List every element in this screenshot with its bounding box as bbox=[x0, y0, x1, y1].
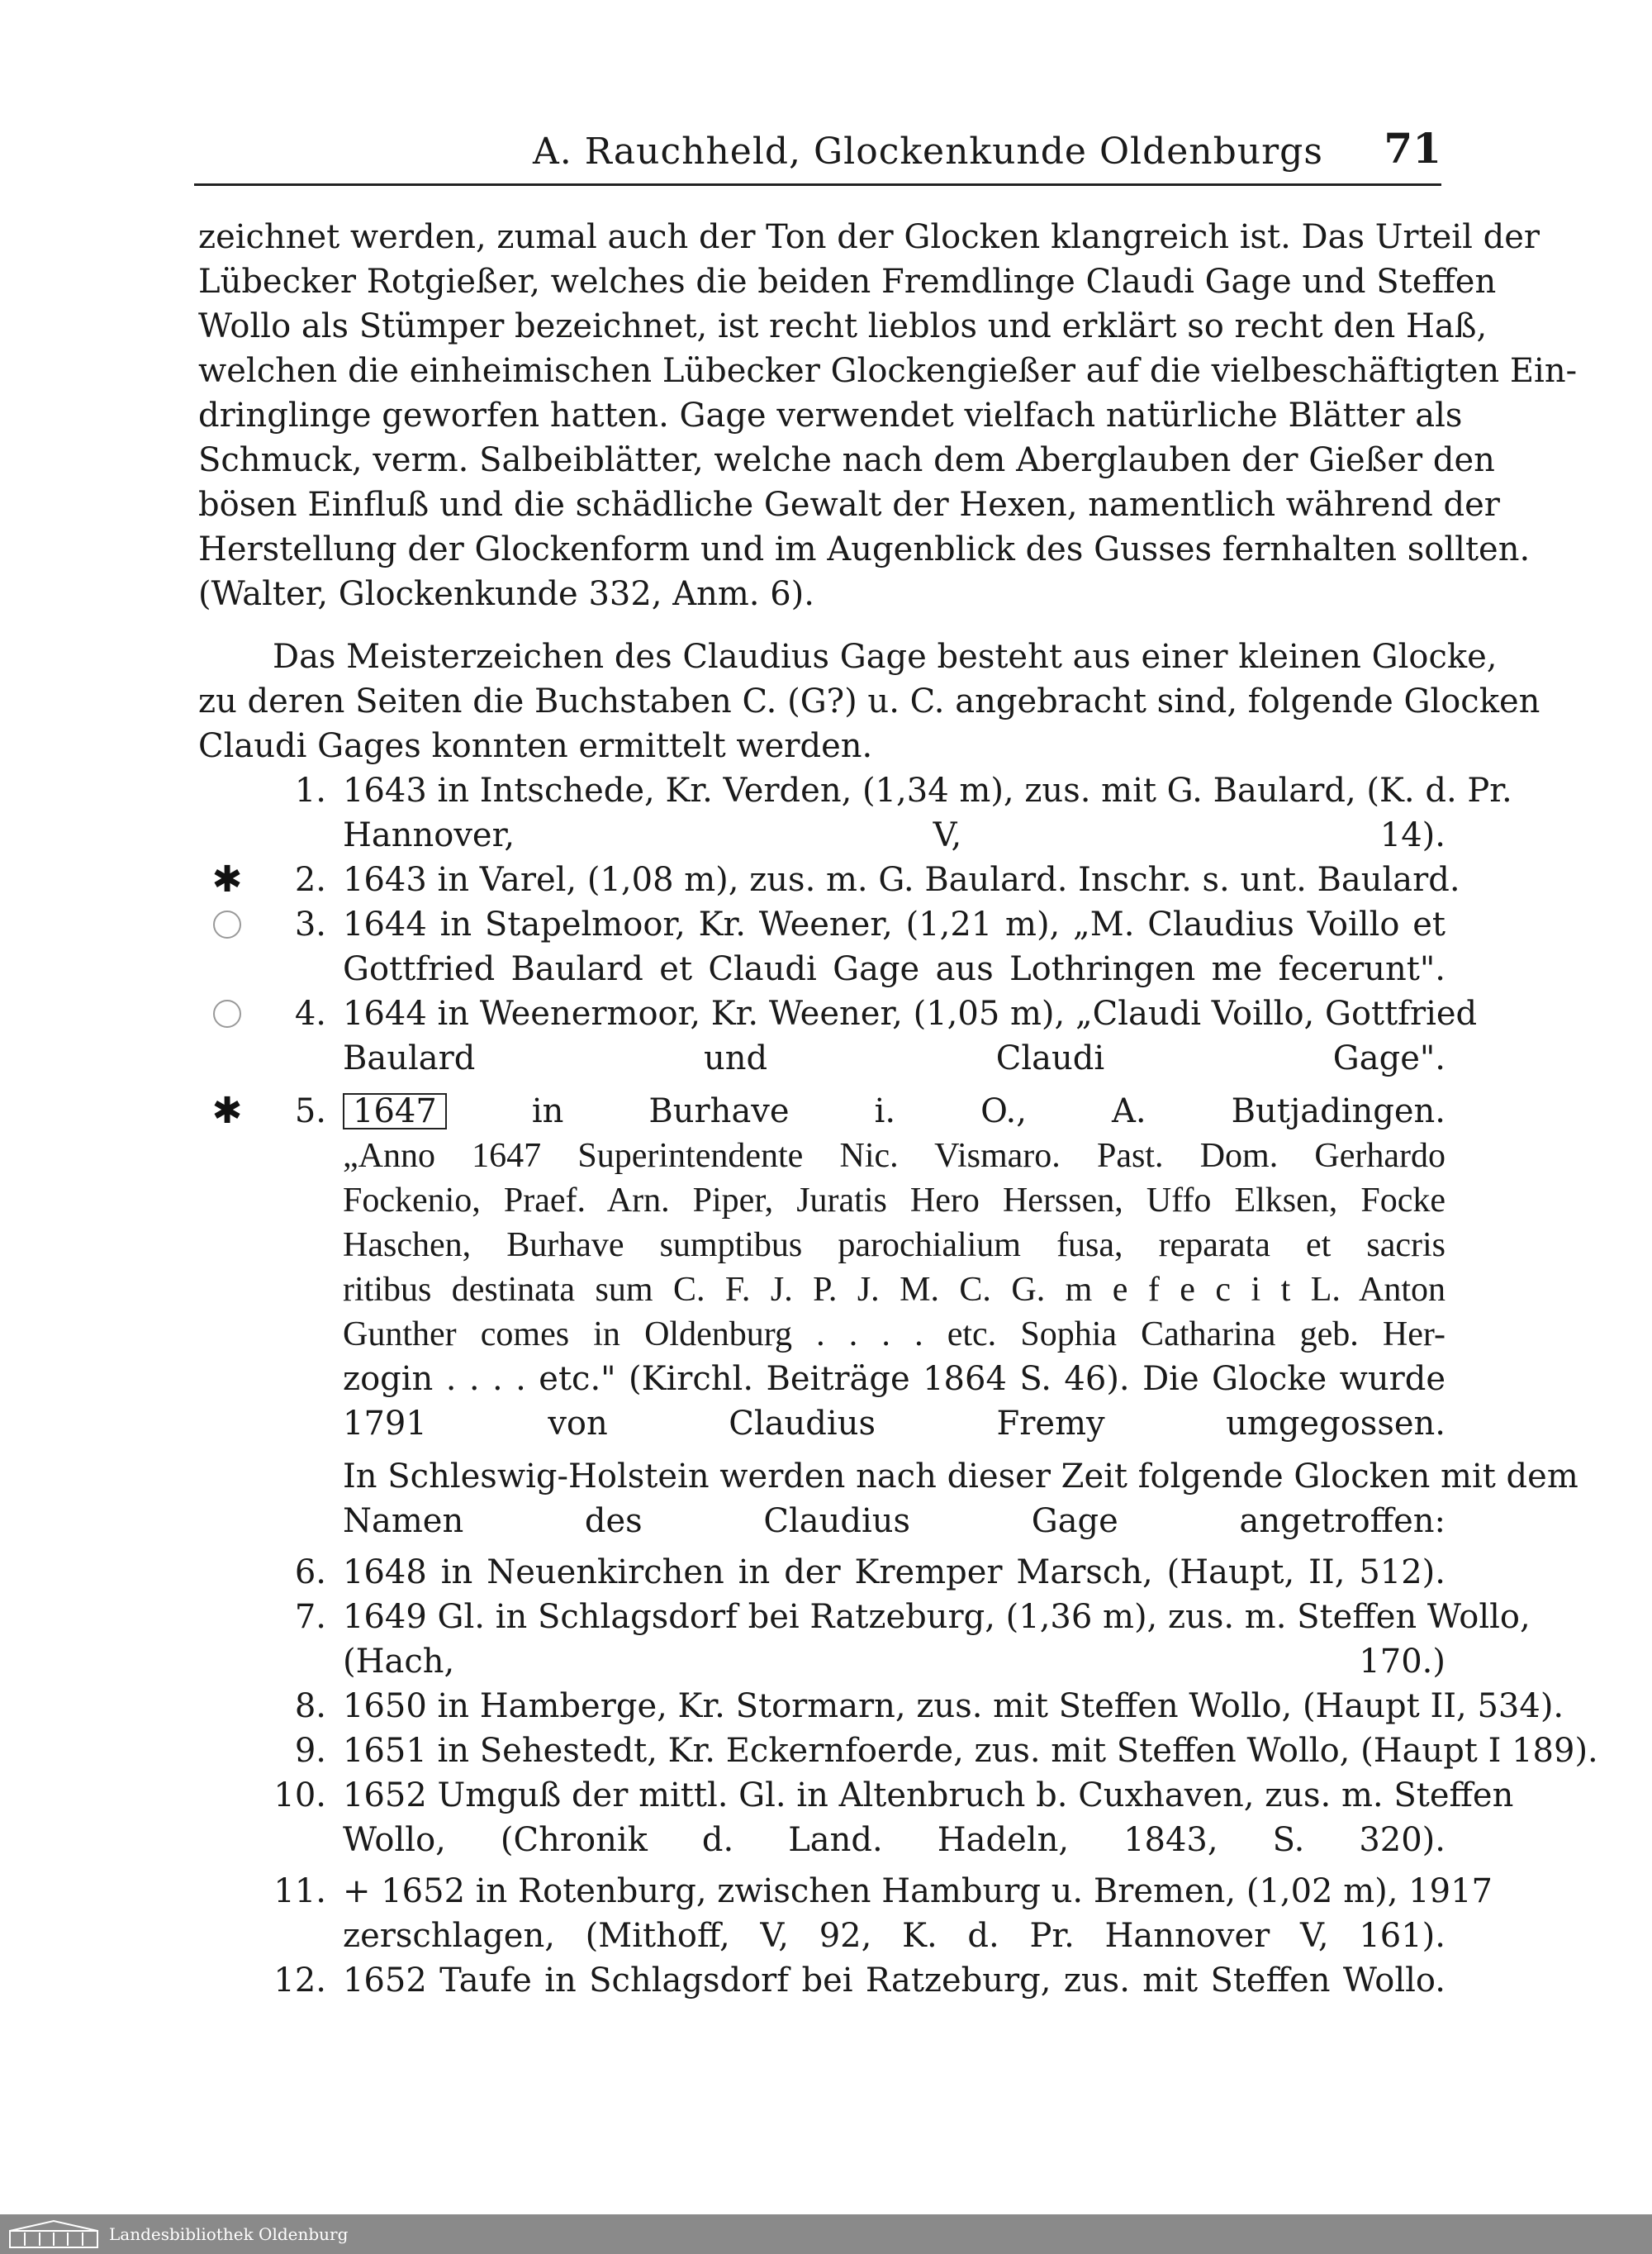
item-number: 9. bbox=[294, 1732, 326, 1770]
inscription-line: Fockenio, Praef. Arn. Piper, Juratis Hero Herssen, Uffo Elksen, Focke bbox=[343, 1182, 1446, 1220]
item-line: 1648 in Neuenkirchen in der Kremper Marsch, (Haupt, II, 512). bbox=[343, 1553, 1446, 1591]
library-footer bbox=[0, 2214, 1652, 2254]
list-item bbox=[198, 1773, 1514, 1862]
meister-paragraph bbox=[198, 635, 1540, 768]
text-line: zeichnet werden, zumal auch der Ton der Glocken klangreich ist. Das Urteil der bbox=[198, 218, 1540, 256]
item-number: 6. bbox=[294, 1553, 326, 1591]
star-icon: ✱ bbox=[211, 1090, 243, 1132]
text-line: In Schleswig-Holstein werden nach dieser Zeit folgende Glocken mit dem bbox=[343, 1457, 1578, 1496]
item-line: 1652 Taufe in Schlagsdorf bei Ratzeburg, zus. mit Steffen Wollo. bbox=[343, 1962, 1446, 2000]
bell-list-second bbox=[198, 1550, 1598, 2003]
item-number: 1. bbox=[294, 772, 326, 810]
library-building-icon bbox=[8, 2219, 99, 2249]
item-number: 4. bbox=[294, 995, 326, 1033]
running-title: A. Rauchheld, Glockenkunde Oldenburgs bbox=[533, 131, 1323, 173]
item-number: 7. bbox=[294, 1598, 326, 1636]
inscription-line: 1791 von Claudius Fremy umgegossen. bbox=[343, 1405, 1446, 1443]
item-place: in Burhave i. O., A. Butjadingen. bbox=[531, 1092, 1446, 1130]
list-item bbox=[198, 1684, 1564, 1729]
item-number: 3. bbox=[294, 906, 326, 944]
item-line: 1651 in Sehestedt, Kr. Eckernfoerde, zus. mit Steffen Wollo, (Haupt I 189). bbox=[343, 1732, 1598, 1770]
item-number: 11. bbox=[273, 1872, 326, 1910]
text-line: bösen Einfluß und die schädliche Gewalt der Hexen, namentlich während der bbox=[198, 486, 1500, 524]
inscription-line: „Anno 1647 Superintendente Nic. Vismaro. Past. Dom. Gerhardo bbox=[343, 1137, 1446, 1175]
item-line: Wollo, (Chronik d. Land. Hadeln, 1843, S. 320). bbox=[343, 1821, 1446, 1859]
text-line: Claudi Gages konnten ermittelt werden. bbox=[198, 727, 873, 765]
item-line: 1650 in Hamberge, Kr. Stormarn, zus. mit Steffen Wollo, (Haupt II, 534). bbox=[343, 1687, 1564, 1725]
item-number: 5. bbox=[294, 1092, 326, 1130]
list-item bbox=[198, 858, 1460, 902]
text-line: Schmuck, verm. Salbeiblätter, welche nach dem Aberglauben der Gießer den bbox=[198, 441, 1495, 479]
text-line: Herstellung der Glockenform und im Augenblick des Gusses fernhalten sollten. bbox=[198, 530, 1531, 568]
text-line: Das Meisterzeichen des Claudius Gage besteht aus einer kleinen Glocke, bbox=[273, 638, 1498, 676]
text-line: Namen des Claudius Gage angetroffen: bbox=[343, 1502, 1446, 1540]
item-line: 1643 in Varel, (1,08 m), zus. m. G. Baulard. Inschr. s. unt. Baulard. bbox=[343, 861, 1460, 899]
intro-paragraph bbox=[198, 215, 1578, 616]
schleswig-paragraph bbox=[343, 1454, 1578, 1543]
item-line: + 1652 in Rotenburg, zwischen Hamburg u. Bremen, (1,02 m), 1917 bbox=[343, 1872, 1493, 1910]
text-line: Lübecker Rotgießer, welches die beiden Fremdlinge Claudi Gage und Steffen bbox=[198, 263, 1497, 301]
inscription-line: zogin . . . . etc." (Kirchl. Beiträge 1864 S. 46). Die Glocke wurde bbox=[343, 1360, 1446, 1398]
list-item bbox=[198, 768, 1512, 858]
item-line: 1652 Umguß der mittl. Gl. in Altenbruch b. Cuxhaven, zus. m. Steffen bbox=[343, 1776, 1514, 1814]
item-line: zerschlagen, (Mithoff, V, 92, K. d. Pr. Hannover V, 161). bbox=[343, 1917, 1446, 1955]
inscription-line: ritibus destinata sum C. F. J. P. J. M. C. G. m e f e c i t L. Anton bbox=[343, 1271, 1446, 1309]
inscription-line: Gunther comes in Oldenburg . . . . etc. Sophia Catharina geb. Her- bbox=[343, 1315, 1446, 1353]
item-heading bbox=[343, 1089, 1446, 1134]
list-item bbox=[198, 1958, 1446, 2003]
item-line: 1644 in Weenermoor, Kr. Weener, (1,05 m), „Claudi Voillo, Gottfried bbox=[343, 995, 1478, 1033]
list-item bbox=[198, 1729, 1598, 1773]
list-item bbox=[198, 991, 1478, 1081]
item-line: 1649 Gl. in Schlagsdorf bei Ratzeburg, (1,36 m), zus. m. Steffen Wollo, bbox=[343, 1598, 1531, 1636]
item-number: 10. bbox=[273, 1776, 326, 1814]
list-item bbox=[198, 1869, 1493, 1958]
item-number: 2. bbox=[294, 861, 326, 899]
item-line: (Hach, 170.) bbox=[343, 1643, 1446, 1681]
item-line: Hannover, V, 14). bbox=[343, 816, 1446, 854]
text-line: zu deren Seiten die Buchstaben C. (G?) u. C. angebracht sind, folgende Glocken bbox=[198, 682, 1540, 720]
year-box: 1647 bbox=[343, 1093, 447, 1129]
item-line: 1644 in Stapelmoor, Kr. Weener, (1,21 m), „M. Claudius Voillo et bbox=[343, 906, 1446, 944]
header-rule bbox=[194, 183, 1441, 186]
inscription-line: Haschen, Burhave sumptibus parochialium fusa, reparata et sacris bbox=[343, 1226, 1446, 1264]
list-item bbox=[198, 1595, 1531, 1684]
text-line: (Walter, Glockenkunde 332, Anm. 6). bbox=[198, 575, 814, 613]
item-number: 12. bbox=[273, 1962, 326, 2000]
item-number: 8. bbox=[294, 1687, 326, 1725]
star-icon: ✱ bbox=[211, 858, 243, 901]
list-item bbox=[198, 902, 1446, 991]
item-line: Baulard und Claudi Gage". bbox=[343, 1039, 1446, 1077]
item-line: Gottfried Baulard et Claudi Gage aus Lothringen me fecerunt". bbox=[343, 950, 1446, 988]
item-line: 1643 in Intschede, Kr. Verden, (1,34 m), zus. mit G. Baulard, (K. d. Pr. bbox=[343, 772, 1512, 810]
text-line: Wollo als Stümper bezeichnet, ist recht lieblos und erklärt so recht den Haß, bbox=[198, 307, 1488, 345]
page-number: 71 bbox=[1384, 124, 1441, 173]
list-item-burhave bbox=[198, 1089, 1446, 1446]
text-line: dringlinge geworfen hatten. Gage verwendet vielfach natürliche Blätter als bbox=[198, 397, 1463, 435]
library-name: Landesbibliothek Oldenburg bbox=[109, 2224, 349, 2244]
running-header bbox=[194, 124, 1441, 182]
bell-list-first bbox=[198, 768, 1598, 2003]
text-line: welchen die einheimischen Lübecker Glockengießer auf die vielbeschäftigten Ein- bbox=[198, 352, 1578, 390]
list-item bbox=[198, 1550, 1446, 1595]
